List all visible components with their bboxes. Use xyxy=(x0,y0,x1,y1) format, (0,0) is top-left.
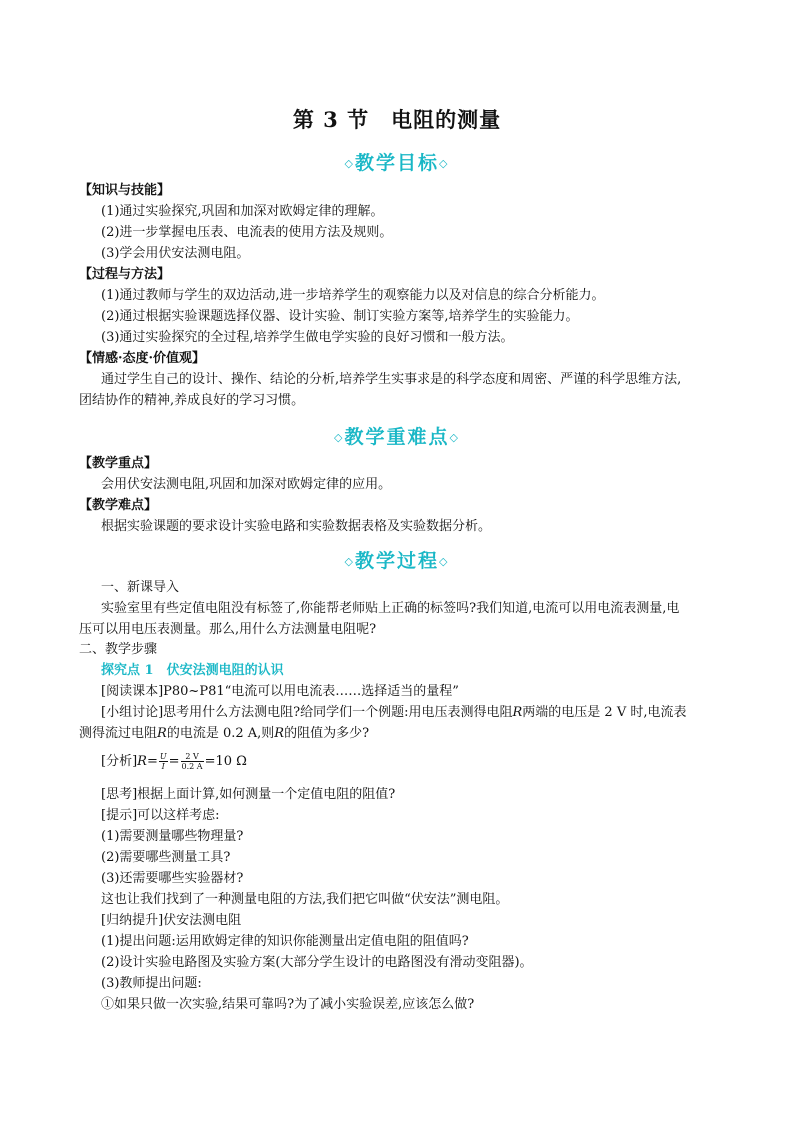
process-method-item: (3)通过实验探究的全过程,培养学生做电学实验的良好习惯和一般方法。 xyxy=(101,330,514,345)
discussion-text xyxy=(101,705,687,721)
summary-heading: [归纳提升]伏安法测电阻 xyxy=(101,913,242,928)
conclusion-text: 这也让我们找到了一种测量电阻的方法,我们把它叫做“伏安法”测电阻。 xyxy=(101,892,509,907)
resistance-symbol: R xyxy=(137,754,147,769)
summary-item: ①如果只做一次实验,结果可靠吗?为了减小实验误差,应该怎么做? xyxy=(101,997,475,1012)
diamond-icon: ◇ xyxy=(439,555,450,568)
summary-item: (2)设计实验电路图及实验方案(大部分学生设计的电路图没有滑动变阻器)。 xyxy=(101,955,533,970)
fraction-denominator: 0.2 A xyxy=(181,762,203,771)
inquiry-point-1: 探究点 1 伏安法测电阻的认识 xyxy=(101,663,284,678)
fraction-u-over-i xyxy=(159,752,168,771)
hint-item: (1)需要测量哪些物理量? xyxy=(101,829,244,844)
difficulty-heading: 【教学难点】 xyxy=(79,498,158,513)
summary-item: (3)教师提出问题: xyxy=(101,976,202,991)
discussion-part: [小组讨论]思考用什么方法测电阻?给同学们一个例题:用电压表测得电阻 xyxy=(101,705,513,720)
diamond-icon: ◇ xyxy=(344,157,355,170)
section-heading-process xyxy=(0,546,794,573)
emotion-text-cont: 团结协作的精神,养成良好的学习习惯。 xyxy=(79,393,305,408)
diamond-icon: ◇ xyxy=(334,431,345,444)
diamond-icon: ◇ xyxy=(344,555,355,568)
knowledge-item: (2)进一步掌握电压表、电流表的使用方法及规则。 xyxy=(101,225,393,240)
section-heading-process-text: 教学过程 xyxy=(354,550,439,572)
discussion-part: 测得流过电阻 xyxy=(79,726,158,741)
diamond-icon: ◇ xyxy=(439,157,450,170)
process-method-item: (2)通过根据实验课题选择仪器、设计实验、制订实验方案等,培养学生的实验能力。 xyxy=(101,309,579,324)
knowledge-heading: 【知识与技能】 xyxy=(79,183,171,198)
discussion-part: 的阻值为多少? xyxy=(284,726,370,741)
analysis-result: =10 Ω xyxy=(204,754,247,769)
discussion-part: 的电流是 0.2 A,则 xyxy=(166,726,275,741)
focus-text: 会用伏安法测电阻,巩固和加深对欧姆定律的应用。 xyxy=(101,477,392,492)
steps-heading: 二、教学步骤 xyxy=(79,642,158,657)
diamond-icon: ◇ xyxy=(449,431,460,444)
emotion-text: 通过学生自己的设计、操作、结论的分析,培养学生实事求是的科学态度和周密、严谨的科学思维方法, xyxy=(101,372,682,387)
hint-item: (3)还需要哪些实验器材? xyxy=(101,871,244,886)
equals-sign: = xyxy=(146,754,158,769)
knowledge-item: (3)学会用伏安法测电阻。 xyxy=(101,246,250,261)
fraction-values xyxy=(181,752,204,771)
fraction-numerator: U xyxy=(159,752,167,761)
process-method-item: (1)通过教师与学生的双边活动,进一步培养学生的观察能力以及对信息的综合分析能力。 xyxy=(101,288,605,303)
equals-sign: = xyxy=(168,754,180,769)
summary-item: (1)提出问题:运用欧姆定律的知识你能测量出定值电阻的阻值吗? xyxy=(101,934,469,949)
section-heading-key-points-text: 教学重难点 xyxy=(344,426,450,448)
hint-item: (2)需要哪些测量工具? xyxy=(101,850,231,865)
difficulty-text: 根据实验课题的要求设计实验电路和实验数据表格及实验数据分析。 xyxy=(101,519,492,534)
resistance-symbol: R xyxy=(274,726,285,741)
intro-heading: 一、新课导入 xyxy=(101,580,180,595)
emotion-heading: 【情感·态度·价值观】 xyxy=(79,351,206,366)
knowledge-item: (1)通过实验探究,巩固和加深对欧姆定律的理解。 xyxy=(101,204,384,219)
analysis-formula xyxy=(101,752,247,772)
resistance-symbol: R xyxy=(157,726,167,741)
focus-heading: 【教学重点】 xyxy=(79,456,158,471)
discussion-part: 两端的电压是 2 V 时,电流表 xyxy=(522,705,687,720)
intro-text: 实验室里有些定值电阻没有标签了,你能帮老师贴上正确的标签吗?我们知道,电流可以用电流表测量,电 xyxy=(101,601,680,616)
process-method-heading: 【过程与方法】 xyxy=(79,267,171,282)
analysis-label: [分析] xyxy=(101,754,138,769)
fraction-denominator: I xyxy=(161,762,165,771)
hint-text: [提示]可以这样考虑: xyxy=(101,808,220,823)
section-heading-objectives xyxy=(0,148,794,175)
page-title: 第 3 节 电阻的测量 xyxy=(292,107,502,132)
intro-text-cont: 压可以用电压表测量。那么,用什么方法测量电阻呢? xyxy=(79,622,377,637)
fraction-numerator: 2 V xyxy=(181,752,204,762)
reading-note: [阅读课本]P80~P81“电流可以用电流表……选择适当的量程” xyxy=(101,684,459,699)
discussion-text-cont xyxy=(79,726,369,742)
resistance-symbol: R xyxy=(512,705,523,720)
section-heading-key-points xyxy=(0,422,794,449)
think-text: [思考]根据上面计算,如何测量一个定值电阻的阻值? xyxy=(101,787,396,802)
section-heading-objectives-text: 教学目标 xyxy=(354,152,439,174)
